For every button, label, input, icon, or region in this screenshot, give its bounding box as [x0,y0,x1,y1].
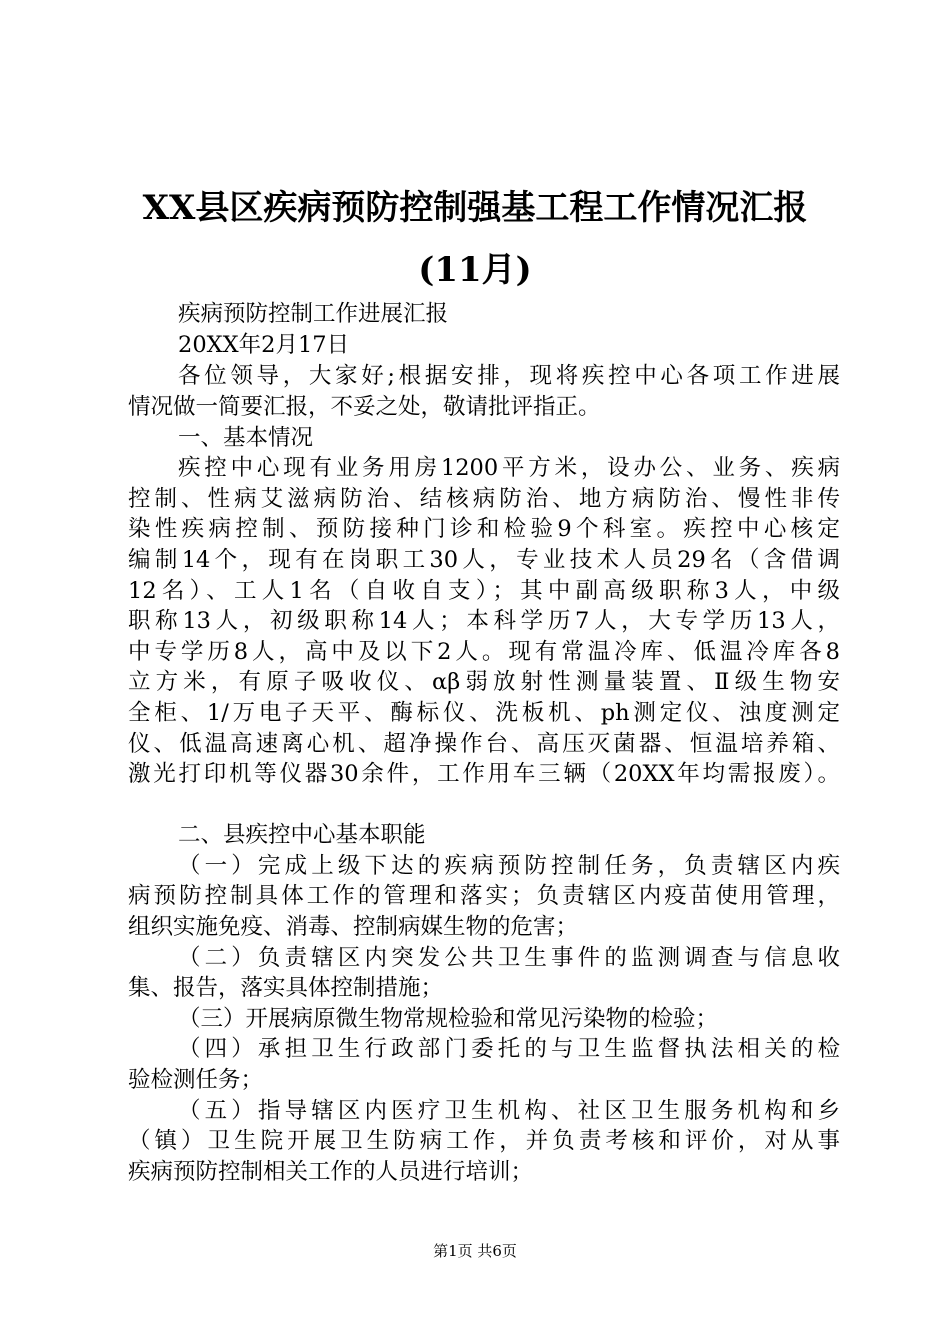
paragraph-line: 激光打印机等仪器30余件，工作用车三辆（20XX年均需报废）。 [128,761,840,787]
paragraph-line: 疾病预防控制相关工作的人员进行培训； [128,1159,534,1185]
paragraph-line: 编制14个，现有在岗职工30人，专业技术人员29名（含借调 [128,547,840,573]
paragraph-line: 控制、性病艾滋病防治、结核病防治、地方病防治、慢性非传 [128,486,840,512]
paragraph-line: 疾控中心现有业务用房1200平方米，设办公、业务、疾病 [178,455,840,481]
paragraph-line: （二）负责辖区内突发公共卫生事件的监测调查与信息收 [178,945,840,971]
paragraph-line: 情况做一简要汇报，不妥之处，敬请批评指正。 [128,394,601,420]
paragraph-line: （三）开展病原微生物常规检验和常见污染物的检验； [178,1006,719,1032]
paragraph-line: 仪、低温高速离心机、超净操作台、高压灭菌器、恒温培养箱、 [128,731,840,757]
section-heading: 疾病预防控制工作进展汇报 [178,301,449,327]
paragraph-line: 12名）、工人1名（自收自支）；其中副高级职称3人，中级 [128,578,840,604]
paragraph-line: 病预防控制具体工作的管理和落实；负责辖区内疫苗使用管理， [128,883,840,909]
paragraph-line: 集、报告，落实具体控制措施； [128,975,444,1001]
paragraph-line: （一）完成上级下达的疾病预防控制任务，负责辖区内疾 [178,853,840,879]
section-heading: 一、基本情况 [178,425,314,451]
paragraph-line: （镇）卫生院开展卫生防病工作，并负责考核和评价，对从事 [128,1128,840,1154]
document-title-line-2: (11月) [418,250,532,290]
paragraph-line: 职称13人，初级职称14人；本科学历7人，大专学历13人， [128,608,840,634]
paragraph-line: （五）指导辖区内医疗卫生机构、社区卫生服务机构和乡 [178,1098,840,1124]
page-number: 第1页 共6页 [433,1242,517,1260]
paragraph-line: 染性疾病控制、预防接种门诊和检验9个科室。疾控中心核定 [128,516,840,542]
paragraph-line: 验检测任务； [128,1067,264,1093]
paragraph-line: 组织实施免疫、消毒、控制病媒生物的危害； [128,914,579,940]
paragraph-line: 全柜、1/万电子天平、酶标仪、洗板机、ph测定仪、浊度测定 [128,700,840,726]
paragraph-line: 中专学历8人，高中及以下2人。现有常温冷库、低温冷库各8 [128,639,840,665]
paragraph-line: 立方米，有原子吸收仪、αβ弱放射性测量装置、Ⅱ级生物安 [128,669,840,695]
paragraph-line: 各位领导，大家好;根据安排，现将疾控中心各项工作进展 [178,363,840,389]
document-title-line-1: XX县区疾病预防控制强基工程工作情况汇报 [142,188,808,228]
paragraph-line: （四）承担卫生行政部门委托的与卫生监督执法相关的检 [178,1036,840,1062]
section-heading: 二、县疾控中心基本职能 [178,822,426,848]
report-date: 20XX年2月17日 [178,332,350,358]
